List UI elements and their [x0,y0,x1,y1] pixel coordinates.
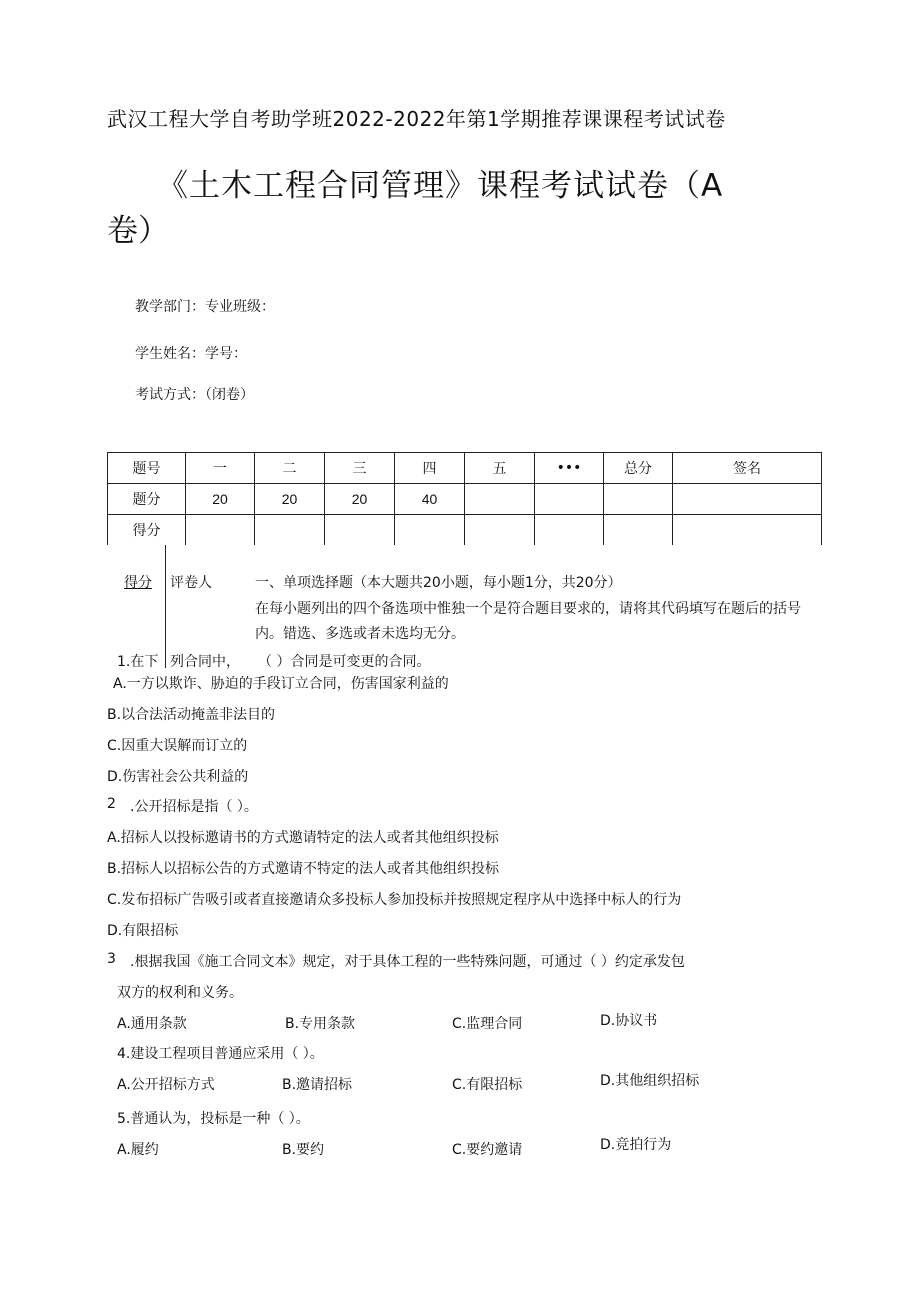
q1-stem-part3: （ ）合同是可变更的合同。 [258,654,431,670]
table-cell: 签名 [673,453,822,484]
table-cell[interactable] [395,515,465,546]
q1-stem-part1: 1.在下 [117,654,159,670]
table-cell: 20 [255,484,325,515]
q4-option-b: B.邀请招标 [282,1077,353,1093]
table-cell[interactable] [535,484,604,515]
exam-header: 武汉工程大学自考助学班2022-2022年第1学期推荐课课程考试试卷 [107,107,726,131]
section-score-label: 得分 [124,575,152,591]
table-cell: 三 [325,453,395,484]
student-name-id-field: 学生姓名：学号： [135,346,247,362]
table-cell: 得分 [108,515,186,546]
table-cell[interactable] [604,484,673,515]
q3-option-c: C.监理合同 [452,1016,523,1032]
table-cell: 题分 [108,484,186,515]
section-grader-label: 评卷人 [170,575,212,591]
table-cell[interactable] [604,515,673,546]
q3-option-a: A.通用条款 [117,1016,187,1032]
section-heading: 一、单项选择题（本大题共20小题，每小题1分，共20分） [255,575,622,591]
q4-option-a: A.公开招标方式 [117,1077,215,1093]
grader-divider-line [165,545,166,668]
table-cell[interactable] [465,515,535,546]
q1-option-d: D.伤害社会公共利益的 [107,769,249,785]
exam-title-line1: 《土木工程合同管理》课程考试试卷（A [157,168,724,204]
q5-option-b: B.要约 [282,1142,325,1158]
table-cell: ••• [535,453,604,484]
table-cell: 二 [255,453,325,484]
q4-stem: 4.建设工程项目普通应采用（ ）。 [117,1046,324,1062]
q2-number: 2 [107,796,116,812]
table-cell[interactable] [325,515,395,546]
q2-stem: .公开招标是指（ ）。 [130,799,258,815]
table-cell: 一 [186,453,255,484]
q2-option-a: A.招标人以投标邀请书的方式邀请特定的法人或者其他组织投标 [107,830,499,846]
table-cell[interactable] [673,484,822,515]
table-cell: 题号 [108,453,186,484]
q3-stem: .根据我国《施工合同文本》规定，对于具体工程的一些特殊问题，可通过（ ）约定承发包 [130,954,685,970]
q3-option-d: D.协议书 [600,1013,658,1029]
section-description: 在每小题列出的四个备选项中惟独一个是符合题目要求的，请将其代码填写在题后的括号内。错选、多选或者未选均无分。 [255,601,801,642]
score-table-got-row [108,515,822,546]
table-cell[interactable] [465,484,535,515]
table-cell: 总分 [604,453,673,484]
q3-stem-continued: 双方的权利和义务。 [117,985,243,1001]
table-cell: 五 [465,453,535,484]
q1-option-c: C.因重大误解而订立的 [107,738,248,754]
q5-option-a: A.履约 [117,1142,159,1158]
q1-option-a: A.一方以欺诈、胁迫的手段订立合同，伤害国家利益的 [113,676,449,692]
table-cell: 40 [395,484,465,515]
q4-option-c: C.有限招标 [452,1077,523,1093]
exam-title-line2: 卷） [107,213,169,249]
q2-option-b: B.招标人以招标公告的方式邀请不特定的法人或者其他组织投标 [107,861,500,877]
exam-mode-field: 考试方式：（闭卷） [135,387,254,403]
score-table-header-row [108,453,822,484]
q5-option-d: D.竞拍行为 [600,1137,672,1153]
q2-option-c: C.发布招标广告吸引或者直接邀请众多投标人参加投标并按照规定程序从中选择中标人的行为 [107,892,682,908]
score-table [107,452,822,545]
q1-stem-part2: 列合同中， [170,654,240,670]
table-cell[interactable] [535,515,604,546]
q2-option-d: D.有限招标 [107,923,179,939]
q1-option-b: B.以合法活动掩盖非法目的 [107,707,276,723]
table-cell: 四 [395,453,465,484]
q3-number: 3 [107,951,116,967]
score-table-points-row [108,484,822,515]
table-cell: 20 [186,484,255,515]
table-cell[interactable] [255,515,325,546]
table-cell[interactable] [186,515,255,546]
dept-class-field: 教学部门：专业班级： [135,299,275,315]
table-cell: 20 [325,484,395,515]
table-cell[interactable] [673,515,822,546]
q3-option-b: B.专用条款 [285,1016,356,1032]
q5-option-c: C.要约邀请 [452,1142,523,1158]
q5-stem: 5.普通认为，投标是一种（ ）。 [117,1111,310,1127]
q4-option-d: D.其他组织招标 [600,1073,700,1089]
